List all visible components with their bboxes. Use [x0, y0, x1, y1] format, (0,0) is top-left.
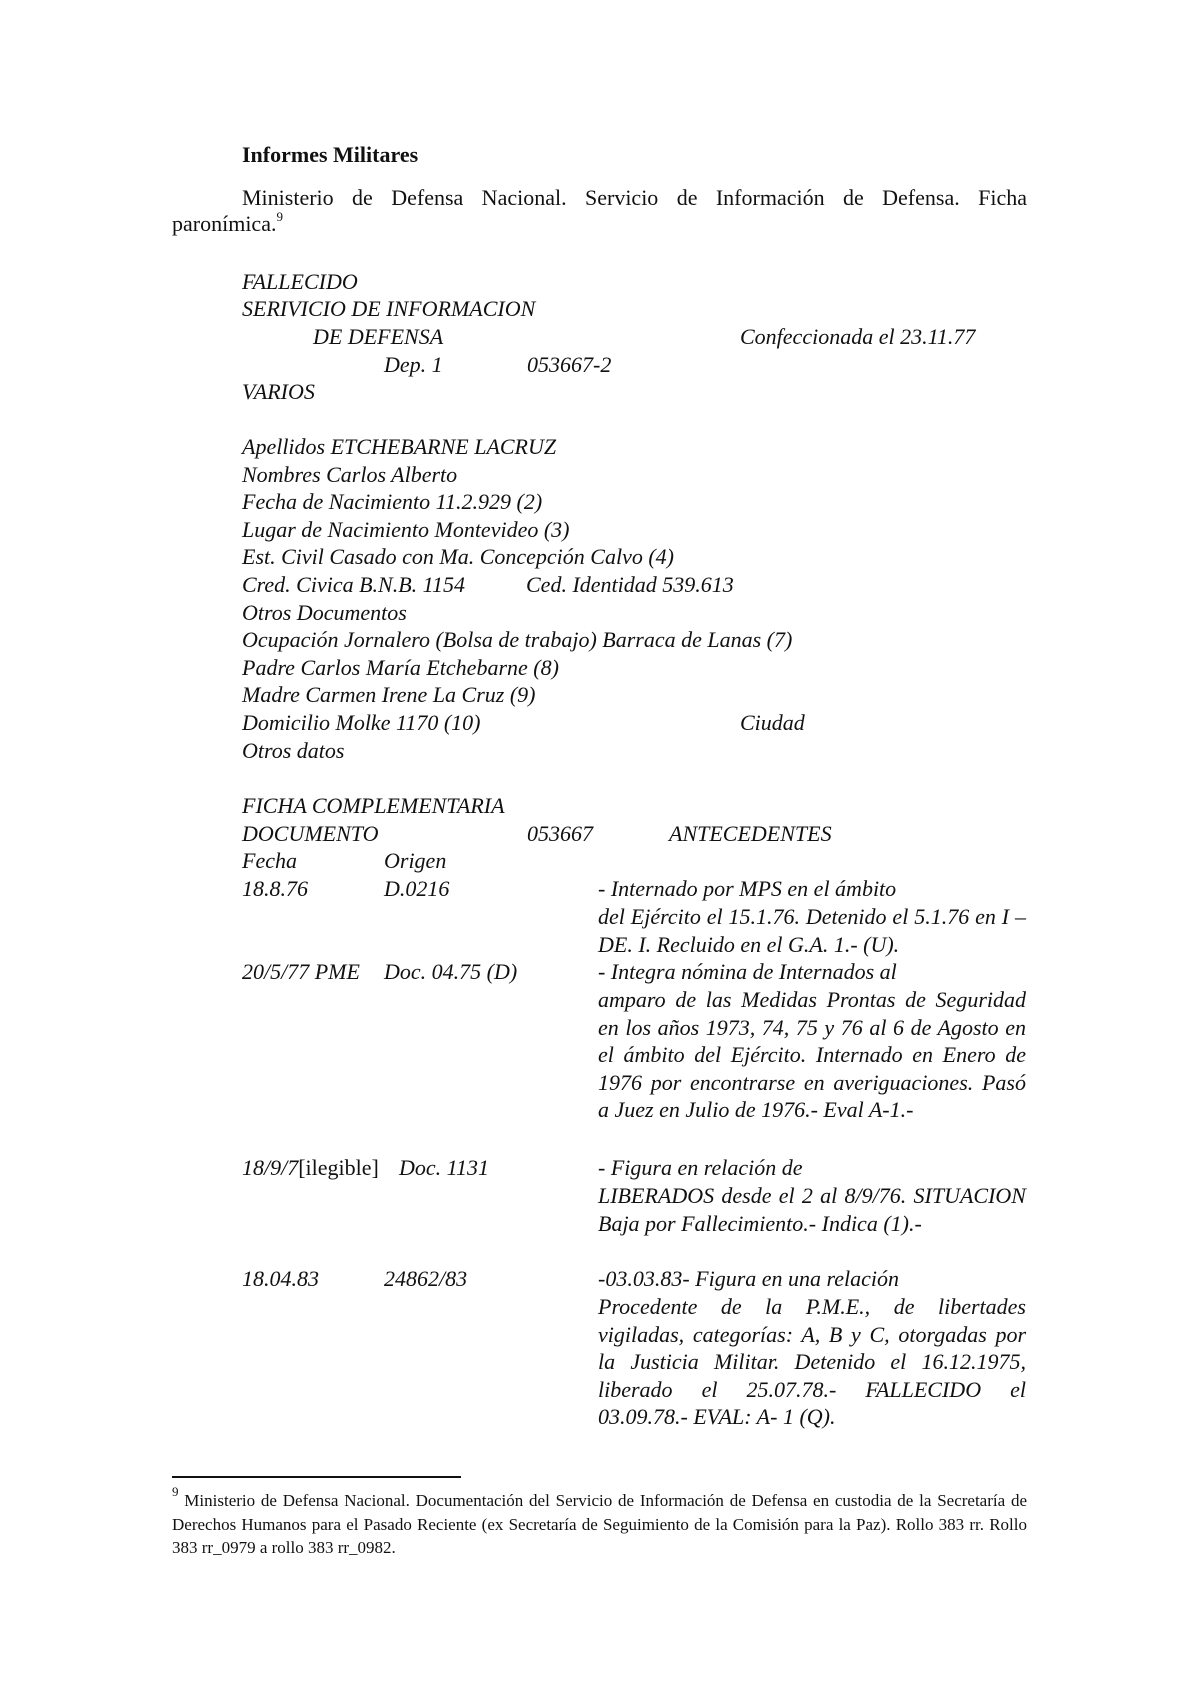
- footnote-text: Ministerio de Defensa Nacional. Documentación del Servicio de Información de Defensa en custodia de la Secretaría de Derechos Humanos para el Pasado Reciente (ex Secretaría de Seguimiento de la Comisión para la Paz). Rollo 383 rr. Rollo 383 rr_0979 a rollo 383 rr_0982.: [172, 1491, 1027, 1557]
- entry-origen: 24862/83: [384, 1266, 468, 1291]
- entry-antecedente-body: Procedente de la P.M.E., de libertades vigiladas, categorías: A, B y C, otorgadas por la Justicia Militar. Detenido el 16.12.1975, liberado el 25.07.78.- FALLECIDO el 03.09.78.- EVAL: A- 1 (Q).: [598, 1294, 1026, 1430]
- entry-origen: D.0216: [384, 876, 450, 901]
- entry-antecedente-first-line: - Internado por MPS en el ámbito: [598, 876, 897, 901]
- entry-origen: Doc. 1131: [399, 1155, 490, 1180]
- field-ciudad: Ciudad: [740, 710, 805, 735]
- field-fecha-nacimiento: Fecha de Nacimiento 11.2.929 (2): [242, 489, 543, 514]
- entry-antecedente-body: LIBERADOS desde el 2 al 8/9/76. SITUACION Baja por Fallecimiento.- Indica (1).-: [598, 1183, 1026, 1236]
- dep-label: Dep. 1: [384, 352, 443, 377]
- field-madre: Madre Carmen Irene La Cruz (9): [242, 682, 536, 707]
- documento-number: 053667: [527, 821, 593, 846]
- intro-paragraph: [172, 185, 1027, 237]
- entry-fecha: [242, 1154, 379, 1182]
- entry-antecedente-body: amparo de las Medidas Prontas de Seguridad en los años 1973, 74, 75 y 76 al 6 de Agosto en el ámbito del Ejército. Internado en Enero de 1976 por encontrarse en averiguaciones. Pasó a Juez en Julio de 1976.- Eval A-1.-: [598, 987, 1026, 1123]
- footnote-number: 9: [172, 1484, 179, 1499]
- varios-label: VARIOS: [242, 379, 315, 404]
- entry-origen: Doc. 04.75 (D): [384, 959, 518, 984]
- field-padre: Padre Carlos María Etchebarne (8): [242, 655, 559, 680]
- column-header-origen: Origen: [384, 848, 447, 873]
- footnote-ref[interactable]: 9: [276, 209, 283, 224]
- field-apellidos: Apellidos ETCHEBARNE LACRUZ: [242, 434, 557, 459]
- entry-fecha: 18.8.76: [242, 876, 308, 901]
- field-nombres: Nombres Carlos Alberto: [242, 462, 458, 487]
- entry-antecedente-first-line: - Integra nómina de Internados al: [598, 959, 897, 984]
- entry-antecedente-first-line: -03.03.83- Figura en una relación: [598, 1266, 900, 1291]
- entry-fecha: 18.04.83: [242, 1266, 319, 1291]
- column-header-fecha: Fecha: [242, 848, 297, 873]
- confeccionada-date: Confeccionada el 23.11.77: [740, 324, 976, 349]
- field-estado-civil: Est. Civil Casado con Ma. Concepción Calvo (4): [242, 544, 674, 569]
- footnote-separator: [172, 1476, 461, 1478]
- status-fallecido: FALLECIDO: [242, 269, 358, 294]
- field-domicilio: Domicilio Molke 1170 (10): [242, 710, 481, 735]
- entry-fecha-illegible: [ilegible]: [298, 1155, 379, 1180]
- field-otros-datos: Otros datos: [242, 738, 345, 763]
- entry-antecedente-first-line: - Figura en relación de: [598, 1155, 803, 1180]
- entry-fecha-part: 18/9/7: [242, 1155, 299, 1180]
- footnote: [172, 1484, 1027, 1560]
- complementaria-title: FICHA COMPLEMENTARIA: [242, 793, 505, 818]
- servicio-line2: DE DEFENSA: [313, 324, 444, 349]
- field-credencial-civica: Cred. Civica B.N.B. 1154: [242, 572, 466, 597]
- section-heading: Informes Militares: [242, 142, 419, 167]
- field-otros-documentos: Otros Documentos: [242, 600, 407, 625]
- entry-antecedente-body: del Ejército el 15.1.76. Detenido el 5.1.76 en I – DE. I. Recluido en el G.A. 1.- (U).: [598, 904, 1026, 957]
- intro-text: Ministerio de Defensa Nacional. Servicio de Información de Defensa. Ficha paronímica.: [172, 185, 1027, 236]
- servicio-line1: SERIVICIO DE INFORMACION: [242, 296, 536, 321]
- field-cedula-identidad: Ced. Identidad 539.613: [526, 572, 734, 597]
- antecedentes-label: ANTECEDENTES: [669, 821, 832, 846]
- entry-fecha: 20/5/77 PME: [242, 959, 360, 984]
- ficha-number: 053667-2: [527, 352, 612, 377]
- documento-label: DOCUMENTO: [242, 821, 379, 846]
- field-ocupacion: Ocupación Jornalero (Bolsa de trabajo) Barraca de Lanas (7): [242, 627, 793, 652]
- field-lugar-nacimiento: Lugar de Nacimiento Montevideo (3): [242, 517, 570, 542]
